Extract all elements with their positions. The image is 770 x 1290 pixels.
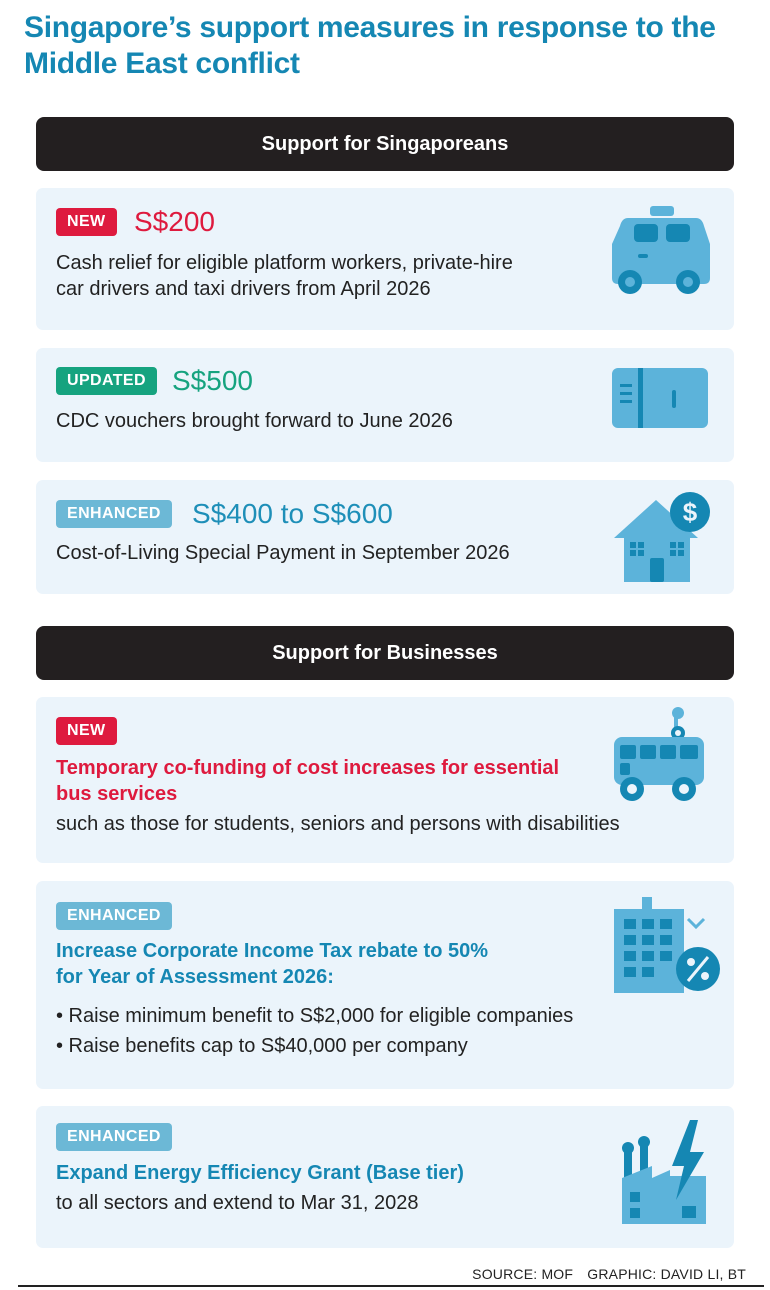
card-description-line2: car drivers and taxi drivers from April 2026 <box>56 278 431 300</box>
benefit-list <box>56 1001 573 1061</box>
card-heading-line2: bus services <box>56 783 178 805</box>
building-percent-icon <box>612 895 722 995</box>
status-badge-enhanced: ENHANCED <box>56 902 172 930</box>
list-item: • Raise minimum benefit to S$2,000 for eligible companies <box>56 1005 574 1027</box>
factory-energy-icon <box>620 1118 710 1226</box>
voucher-icon <box>610 366 710 430</box>
source-label: SOURCE: MOF <box>472 1266 574 1282</box>
card-heading-line1: Temporary co-funding of cost increases for essential <box>56 757 560 779</box>
page-title: Singapore’s support measures in response to the Middle East conflict <box>24 11 716 80</box>
card-cdc-vouchers <box>36 348 734 462</box>
card-corporate-tax-rebate <box>36 881 734 1089</box>
taxi-icon <box>610 204 714 300</box>
card-description-line1: such as those for students, seniors and persons with disabilities <box>56 813 620 835</box>
svg-text:$: $ <box>682 497 698 527</box>
amount-value: S$400 to S$600 <box>192 498 393 529</box>
list-item: • Raise benefits cap to S$40,000 per company <box>56 1035 468 1057</box>
card-cost-of-living <box>36 480 734 594</box>
section-header-singaporeans: Support for Singaporeans <box>36 117 734 171</box>
card-energy-efficiency-grant <box>36 1106 734 1248</box>
card-heading-line2: for Year of Assessment 2026: <box>56 966 334 988</box>
status-badge-enhanced: ENHANCED <box>56 500 172 528</box>
section-header-businesses: Support for Businesses <box>36 626 734 680</box>
card-heading-line1: Increase Corporate Income Tax rebate to 50% <box>56 940 489 962</box>
amount-value: S$200 <box>134 206 215 237</box>
status-badge-new: NEW <box>56 208 117 236</box>
card-bus-cofunding <box>36 697 734 863</box>
bus-icon <box>612 705 706 803</box>
status-badge-enhanced: ENHANCED <box>56 1123 172 1151</box>
source-credit <box>462 1266 746 1282</box>
status-badge-updated: UPDATED <box>56 367 157 395</box>
house-dollar-icon <box>612 492 712 584</box>
card-heading-line1: Expand Energy Efficiency Grant (Base tier) <box>56 1162 464 1184</box>
card-description-line1: Cash relief for eligible platform workers, private-hire <box>56 252 513 274</box>
footer-divider <box>18 1285 764 1287</box>
card-description-line1: CDC vouchers brought forward to June 2026 <box>56 410 453 432</box>
amount-value: S$500 <box>172 365 253 396</box>
status-badge-new: NEW <box>56 717 117 745</box>
card-cash-relief <box>36 188 734 330</box>
graphic-credit-label: GRAPHIC: DAVID LI, BT <box>587 1266 746 1282</box>
card-description-line1: Cost-of-Living Special Payment in September 2026 <box>56 542 510 564</box>
card-description-line1: to all sectors and extend to Mar 31, 2028 <box>56 1192 419 1214</box>
